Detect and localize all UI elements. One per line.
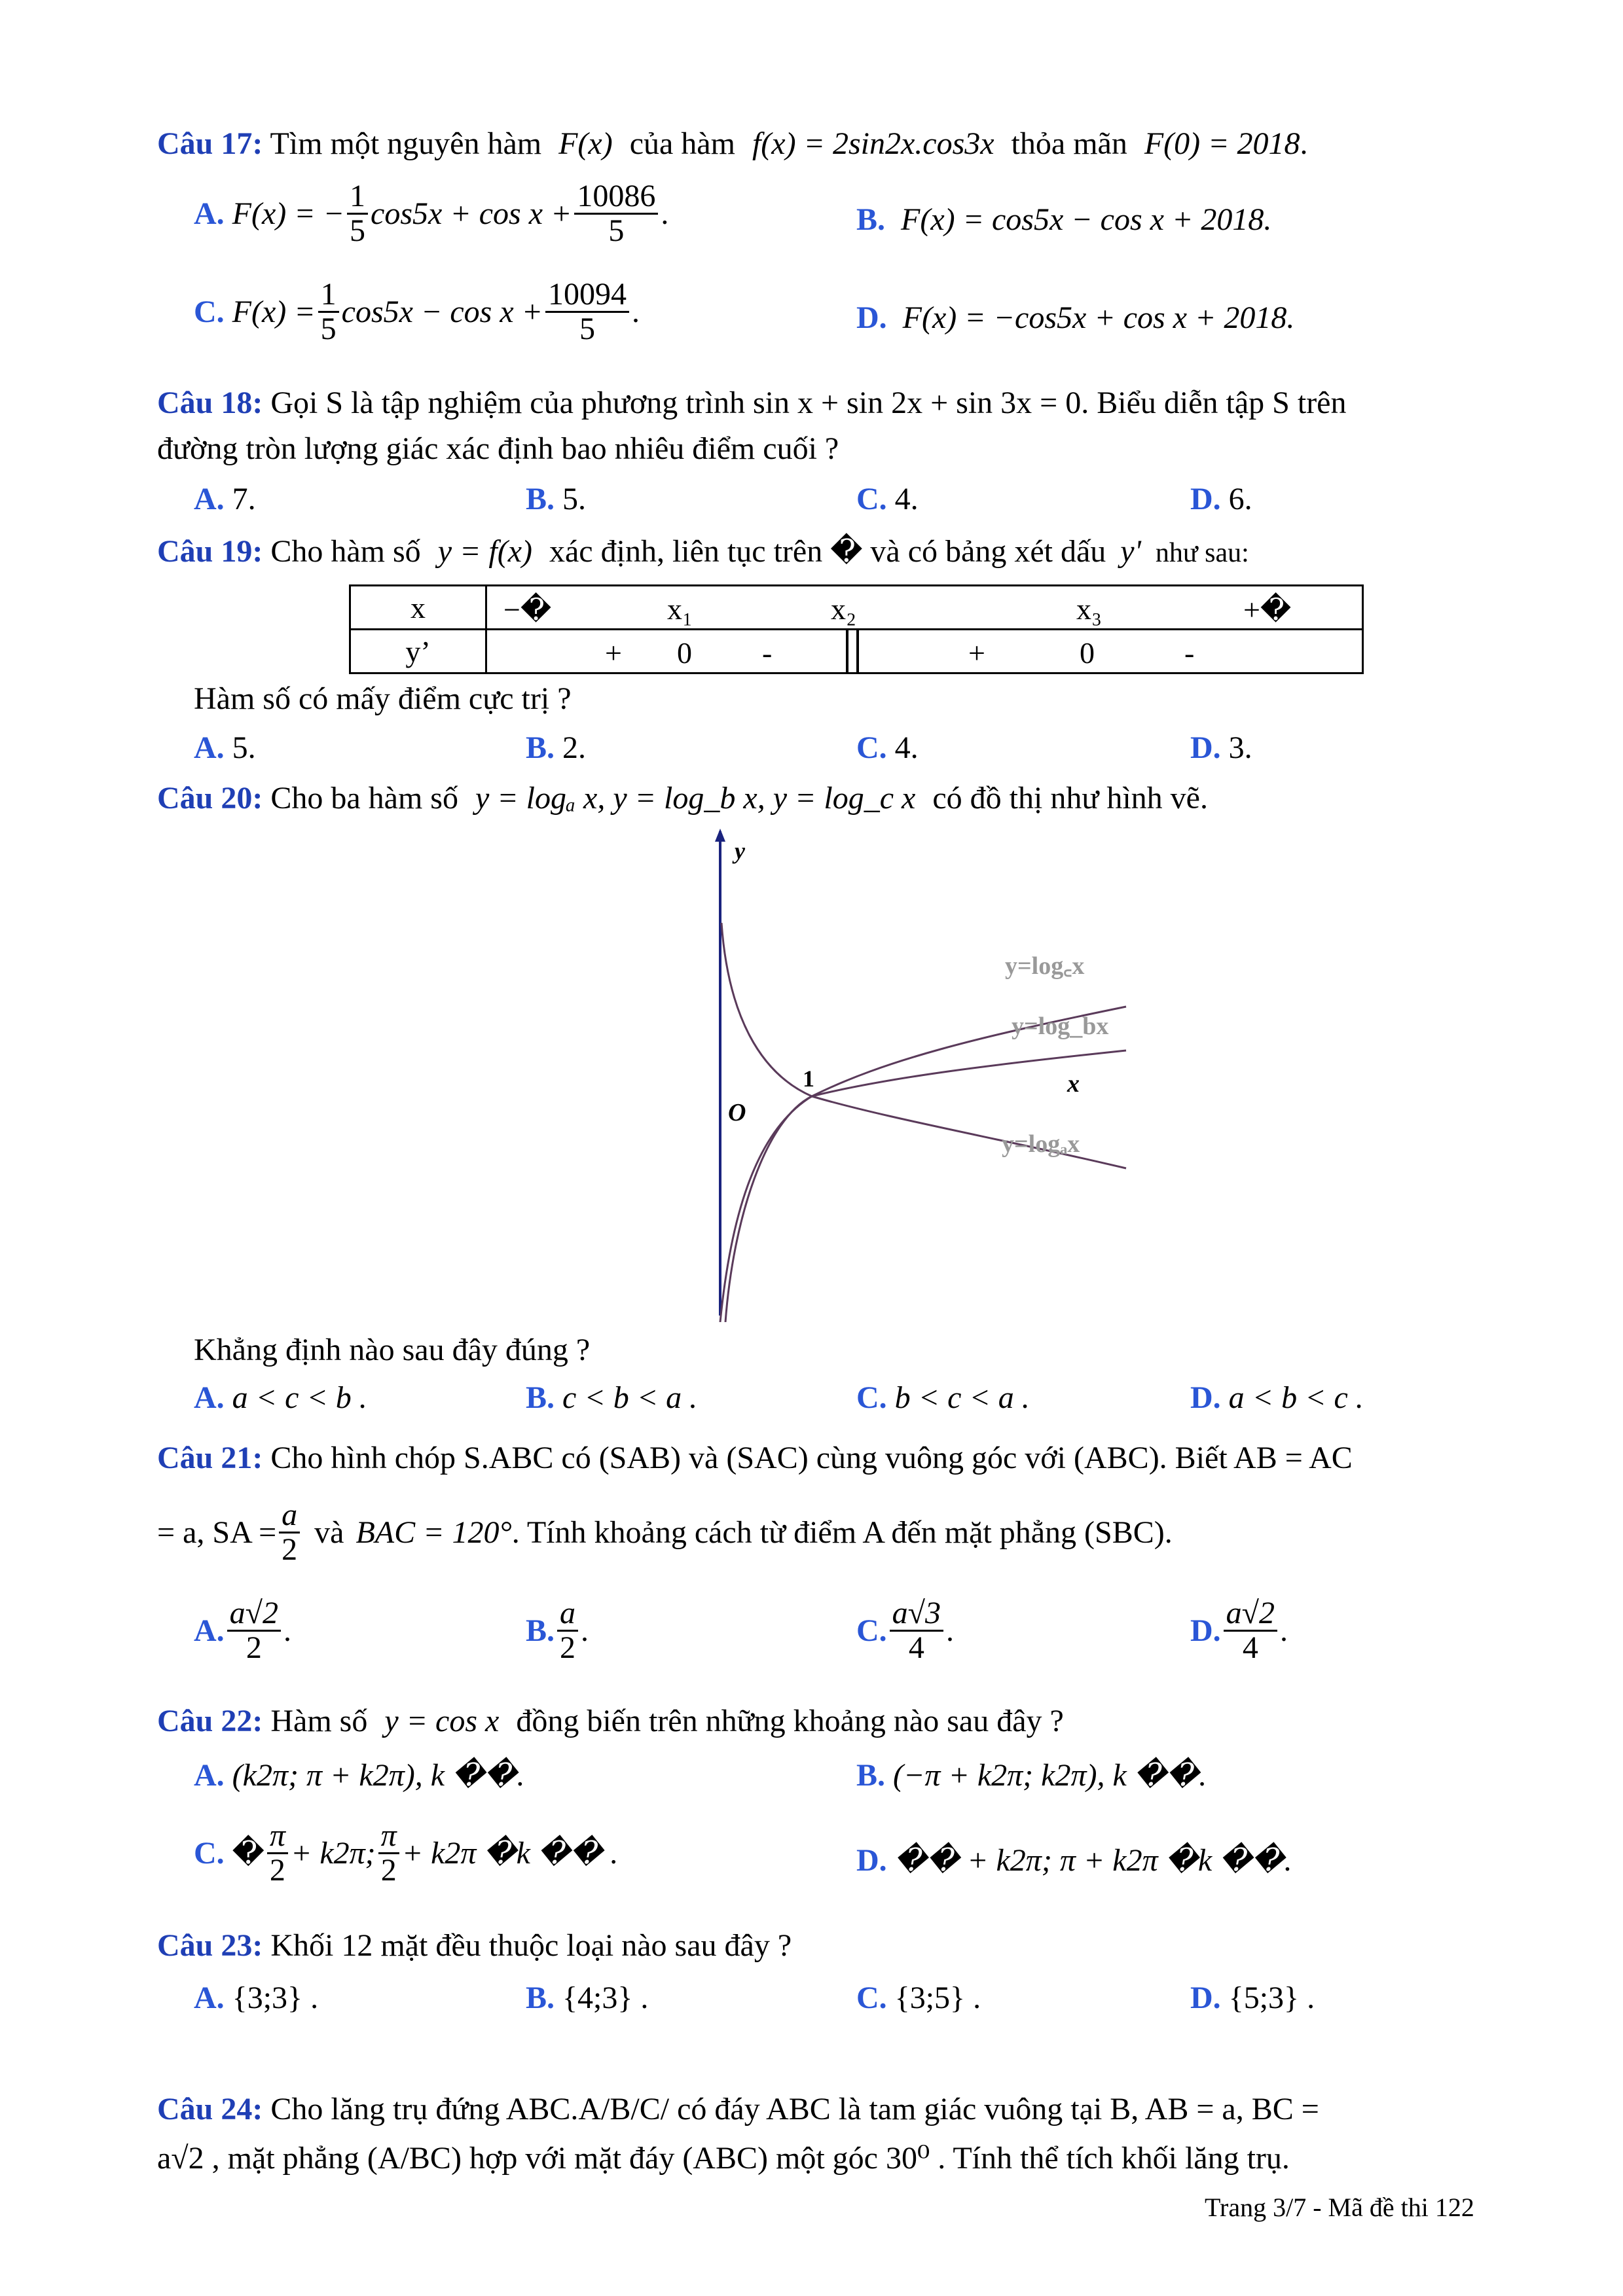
q20-text2: có đồ thị như hình vẽ. xyxy=(932,781,1208,816)
sign-y-label-cell xyxy=(350,630,486,673)
q18-option-a[interactable] xyxy=(194,481,256,517)
q22-option-b[interactable] xyxy=(856,1757,1207,1793)
graph-one-label: 1 xyxy=(803,1066,814,1092)
q21-b-label: B. xyxy=(526,1613,555,1649)
log-graph xyxy=(609,825,1146,1322)
q17-b-label: B. xyxy=(856,202,886,237)
q22-text1: Hàm số xyxy=(270,1704,368,1738)
q21-c-label: C. xyxy=(856,1613,887,1649)
q22-d-text: �� + k2π; π + k2π �k ��. xyxy=(894,1843,1292,1878)
q22-c-pre: � xyxy=(232,1836,264,1871)
q22-option-c[interactable] xyxy=(194,1820,618,1888)
q22-c-mid: + k2π; xyxy=(290,1836,376,1871)
q19-option-a[interactable] xyxy=(194,730,256,766)
q23-b-label: B. xyxy=(526,1981,555,2015)
q20-a-label: A. xyxy=(194,1380,225,1415)
q18-option-d[interactable] xyxy=(1190,481,1252,517)
sign-table-x-row xyxy=(350,586,1363,630)
q17-text2: của hàm xyxy=(629,126,735,161)
q20-option-b[interactable] xyxy=(526,1380,697,1416)
sign-x-minus-inf: −� xyxy=(503,593,552,626)
q17-Fx: F(x) xyxy=(558,126,613,161)
q21-option-d[interactable] xyxy=(1190,1597,1288,1665)
q18-d-text: 6. xyxy=(1228,482,1252,516)
q23-d-text: {5;3} . xyxy=(1228,1981,1315,2015)
q22-c-num2: π xyxy=(378,1820,399,1854)
q20-b-label: B. xyxy=(526,1380,555,1415)
q17-option-a[interactable] xyxy=(194,180,668,248)
q21-a-num: a√2 xyxy=(227,1597,281,1632)
q17-option-c[interactable] xyxy=(194,278,640,346)
q21-frac-den: 2 xyxy=(282,1532,298,1568)
sign-y-label: y’ xyxy=(405,634,431,668)
q23-text: Khối 12 mặt đều thuộc loại nào sau đây ? xyxy=(270,1928,792,1963)
q20-option-c[interactable] xyxy=(856,1380,1030,1416)
q19-fx: y = f(x) xyxy=(437,534,532,569)
q21-d-den: 4 xyxy=(1242,1630,1258,1666)
q22-a-label: A. xyxy=(194,1758,225,1793)
q17-c-frac2-den: 5 xyxy=(579,312,596,347)
q17-b-text: F(x) = cos5x − cos x + 2018. xyxy=(901,202,1272,237)
q19-text1: Cho hàm số xyxy=(270,534,421,569)
q23-a-text: {3;3} . xyxy=(232,1981,319,2015)
q17-a-frac2 xyxy=(574,180,658,248)
sign-x2: x₂ xyxy=(831,592,857,626)
q23-option-b[interactable] xyxy=(526,1980,648,2016)
sign-plus-1: + xyxy=(605,636,622,670)
sign-zero-2: 0 xyxy=(1080,636,1095,670)
sign-x-label-cell xyxy=(350,586,486,630)
q20-c-text: b < c < a . xyxy=(894,1380,1030,1415)
q21-d-label: D. xyxy=(1190,1613,1221,1649)
q18-c-text: 4. xyxy=(894,482,919,516)
q23-label: Câu 23: xyxy=(157,1928,263,1963)
sign-double-bar xyxy=(846,630,859,672)
q17-cond: F(0) = 2018 xyxy=(1144,126,1300,161)
q19-text2: xác định, liên tục trên � và có bảng xét dấu xyxy=(549,534,1106,569)
q22-d-label: D. xyxy=(856,1843,887,1878)
sign-x-label: x xyxy=(410,590,426,624)
q22-option-d[interactable] xyxy=(856,1842,1292,1878)
q21-option-b[interactable] xyxy=(526,1597,589,1665)
sign-x1: x₁ xyxy=(667,592,693,626)
sign-y-values-cell xyxy=(486,630,1363,673)
q19-c-label: C. xyxy=(856,730,887,765)
q23-c-label: C. xyxy=(856,1981,887,2015)
q17-a-lhs: F(x) = − xyxy=(232,196,345,232)
q21-option-c[interactable] xyxy=(856,1597,954,1665)
q22-a-text: (k2π; π + k2π), k ��. xyxy=(232,1758,525,1793)
page-footer: Trang 3/7 - Mã đề thi 122 xyxy=(1205,2193,1474,2222)
q19-yp: y' xyxy=(1120,534,1141,569)
q17-text1: Tìm một nguyên hàm xyxy=(270,126,542,161)
curve-log-c xyxy=(720,1007,1126,1322)
q21-a-den: 2 xyxy=(246,1630,262,1666)
q18-a-text: 7. xyxy=(232,482,256,516)
q23-a-label: A. xyxy=(194,1981,225,2015)
q20-option-a[interactable] xyxy=(194,1380,367,1416)
q21-line1: Cho hình chóp S.ABC có (SAB) và (SAC) cùng vuông góc với (ABC). Biết AB = AC xyxy=(270,1441,1353,1475)
q17-d-text: F(x) = −cos5x + cos x + 2018. xyxy=(902,300,1295,335)
q17-c-frac1-num: 1 xyxy=(318,278,339,313)
q24-line2: a√2 , mặt phẳng (A/BC) hợp với mặt đáy (ABC) một góc 30⁰ . Tính thể tích khối lăng trụ. xyxy=(157,2141,1290,2176)
q18-c-label: C. xyxy=(856,482,887,516)
q23-option-a[interactable] xyxy=(194,1980,318,2016)
sign-x-values-cell xyxy=(486,586,1363,630)
q24-line1: Cho lăng trụ đứng ABC.A/B/C/ có đáy ABC là tam giác vuông tại B, AB = a, BC = xyxy=(270,2092,1319,2126)
q21-line2a: = a, SA = xyxy=(157,1515,277,1551)
q19-label: Câu 19: xyxy=(157,534,263,569)
q22-option-a[interactable] xyxy=(194,1757,525,1793)
q22-c-den2: 2 xyxy=(380,1853,397,1888)
q21-c-num: a√3 xyxy=(890,1597,943,1632)
q20-text1: Cho ba hàm số xyxy=(270,781,458,816)
q22-c-post: + k2π �k �� . xyxy=(401,1836,619,1871)
graph-x-label: x xyxy=(1067,1070,1080,1098)
sign-x-plus-inf: +� xyxy=(1243,593,1292,626)
q20-a-text: a < c < b . xyxy=(232,1380,367,1415)
q18-line1: Gọi S là tập nghiệm của phương trình sin x + sin 2x + sin 3x = 0. Biểu diễn tập S trên xyxy=(270,386,1347,420)
q19-a-text: 5. xyxy=(232,730,256,765)
q24-stem xyxy=(157,2091,1319,2127)
q21-a-dot: . xyxy=(283,1613,292,1649)
q21-frac xyxy=(279,1499,300,1567)
q17-end: . xyxy=(1300,126,1308,161)
q21-label: Câu 21: xyxy=(157,1441,263,1475)
q23-d-label: D. xyxy=(1190,1981,1221,2015)
q22-text2: đồng biến trên những khoảng nào sau đây ? xyxy=(516,1704,1064,1738)
q23-b-text: {4;3} . xyxy=(562,1981,649,2015)
q19-c-text: 4. xyxy=(894,730,919,765)
q18-option-b[interactable] xyxy=(526,481,586,517)
q20-b-text: c < b < a . xyxy=(562,1380,698,1415)
q19-option-d[interactable] xyxy=(1190,730,1252,766)
q21-b-frac xyxy=(557,1597,578,1665)
q21-d-num: a√2 xyxy=(1224,1597,1277,1632)
graph-y-label: y xyxy=(735,838,745,864)
q17-a-frac1-num: 1 xyxy=(347,180,368,215)
q17-fx: f(x) = 2sin2x.cos3x xyxy=(752,126,994,161)
q20-option-d[interactable] xyxy=(1190,1380,1364,1416)
q17-c-mid: cos5x − cos x + xyxy=(341,295,543,330)
q17-c-label: C. xyxy=(194,295,225,330)
q21-b-den: 2 xyxy=(560,1630,576,1666)
q17-a-frac2-den: 5 xyxy=(608,213,625,249)
q19-stem xyxy=(157,533,1249,569)
q17-label: Câu 17: xyxy=(157,126,263,161)
q22-stem xyxy=(157,1703,1064,1739)
q24-label: Câu 24: xyxy=(157,2092,263,2126)
q21-c-dot: . xyxy=(946,1613,955,1649)
q21-angle: BAC = 120° xyxy=(356,1515,512,1551)
q17-option-b[interactable] xyxy=(856,202,1271,238)
q17-a-dot: . xyxy=(661,196,669,232)
sign-x3: x₃ xyxy=(1076,592,1103,626)
q22-c-den1: 2 xyxy=(269,1853,285,1888)
q21-stem xyxy=(157,1440,1353,1476)
q18-d-label: D. xyxy=(1190,482,1221,516)
q19-option-c[interactable] xyxy=(856,730,919,766)
q17-a-label: A. xyxy=(194,196,225,232)
q17-d-label: D. xyxy=(856,300,887,335)
q21-a-frac xyxy=(227,1597,281,1665)
q17-c-lhs: F(x) = xyxy=(232,295,316,330)
q22-c-frac2 xyxy=(378,1820,399,1888)
q21-d-dot: . xyxy=(1280,1613,1288,1649)
q22-b-text: (−π + k2π; k2π), k ��. xyxy=(893,1758,1207,1793)
q17-a-mid: cos5x + cos x + xyxy=(371,196,572,232)
q17-a-frac1 xyxy=(347,180,368,248)
q22-c-label: C. xyxy=(194,1836,225,1871)
q21-line2b: và xyxy=(314,1515,344,1551)
graph-label-log-a: y=logₐx xyxy=(1002,1130,1080,1158)
q23-option-d[interactable] xyxy=(1190,1980,1315,2016)
q21-c-frac xyxy=(890,1597,943,1665)
sign-plus-2: + xyxy=(968,636,985,670)
q17-c-dot: . xyxy=(632,295,640,330)
q17-c-frac2-num: 10094 xyxy=(545,278,629,313)
q20-label: Câu 20: xyxy=(157,781,263,816)
q18-line2: đường tròn lượng giác xác định bao nhiêu điểm cuối ? xyxy=(157,431,839,466)
q21-b-num: a xyxy=(557,1597,578,1632)
graph-y-arrow xyxy=(715,829,725,842)
q21-b-dot: . xyxy=(581,1613,589,1649)
q17-a-frac1-den: 5 xyxy=(350,213,366,249)
q17-c-frac1 xyxy=(318,278,339,346)
q17-a-frac2-num: 10086 xyxy=(574,180,658,215)
q21-frac-num: a xyxy=(279,1499,300,1534)
q19-option-b[interactable] xyxy=(526,730,586,766)
q19-d-label: D. xyxy=(1190,730,1221,765)
q22-label: Câu 22: xyxy=(157,1704,263,1738)
q22-c-frac1 xyxy=(267,1820,288,1888)
q20-question: Khẳng định nào sau đây đúng ? xyxy=(194,1333,591,1367)
q21-c-den: 4 xyxy=(908,1630,924,1666)
q17-option-d[interactable] xyxy=(856,300,1294,336)
q23-option-c[interactable] xyxy=(856,1980,981,2016)
graph-label-log-c: y=log꜀x xyxy=(1005,952,1085,980)
q21-option-a[interactable] xyxy=(194,1597,291,1665)
q17-text3: thỏa mãn xyxy=(1011,126,1127,161)
q18-b-text: 5. xyxy=(562,482,587,516)
q17-c-frac1-den: 5 xyxy=(320,312,337,347)
sign-table-y-row xyxy=(350,630,1363,673)
q17-stem xyxy=(157,126,1308,162)
q21-a-label: A. xyxy=(194,1613,225,1649)
q22-c-num1: π xyxy=(267,1820,288,1854)
q19-d-text: 3. xyxy=(1228,730,1252,765)
q19-a-label: A. xyxy=(194,730,225,765)
q21-line2 xyxy=(157,1499,1173,1567)
curve-log-b xyxy=(725,1050,1126,1322)
q20-c-label: C. xyxy=(856,1380,887,1415)
sign-minus-1: - xyxy=(762,636,773,670)
q20-d-text: a < b < c . xyxy=(1228,1380,1364,1415)
q22-fx: y = cos x xyxy=(384,1704,500,1738)
q23-c-text: {3;5} . xyxy=(894,1981,981,2015)
q20-funcs: y = logₐ x, y = log_b x, y = log_c x xyxy=(475,781,916,816)
q22-b-label: B. xyxy=(856,1758,886,1793)
q18-b-label: B. xyxy=(526,482,555,516)
q19-text3: như sau: xyxy=(1155,538,1249,568)
sign-table xyxy=(349,584,1364,674)
q18-option-c[interactable] xyxy=(856,481,919,517)
q21-d-frac xyxy=(1224,1597,1277,1665)
q20-stem xyxy=(157,780,1208,816)
q18-label: Câu 18: xyxy=(157,386,263,420)
sign-zero-1: 0 xyxy=(677,636,692,670)
q18-a-label: A. xyxy=(194,482,225,516)
q19-question: Hàm số có mấy điểm cực trị ? xyxy=(194,681,572,716)
q23-stem xyxy=(157,1928,792,1964)
q20-d-label: D. xyxy=(1190,1380,1221,1415)
graph-origin-label: O xyxy=(728,1099,746,1126)
graph-label-log-b: y=log_bx xyxy=(1012,1013,1109,1040)
q19-b-label: B. xyxy=(526,730,555,765)
q17-c-frac2 xyxy=(545,278,629,346)
sign-minus-2: - xyxy=(1184,636,1195,670)
q19-b-text: 2. xyxy=(562,730,587,765)
q21-line2c: . Tính khoảng cách từ điểm A đến mặt phẳng (SBC). xyxy=(511,1515,1173,1551)
q18-stem xyxy=(157,385,1346,421)
